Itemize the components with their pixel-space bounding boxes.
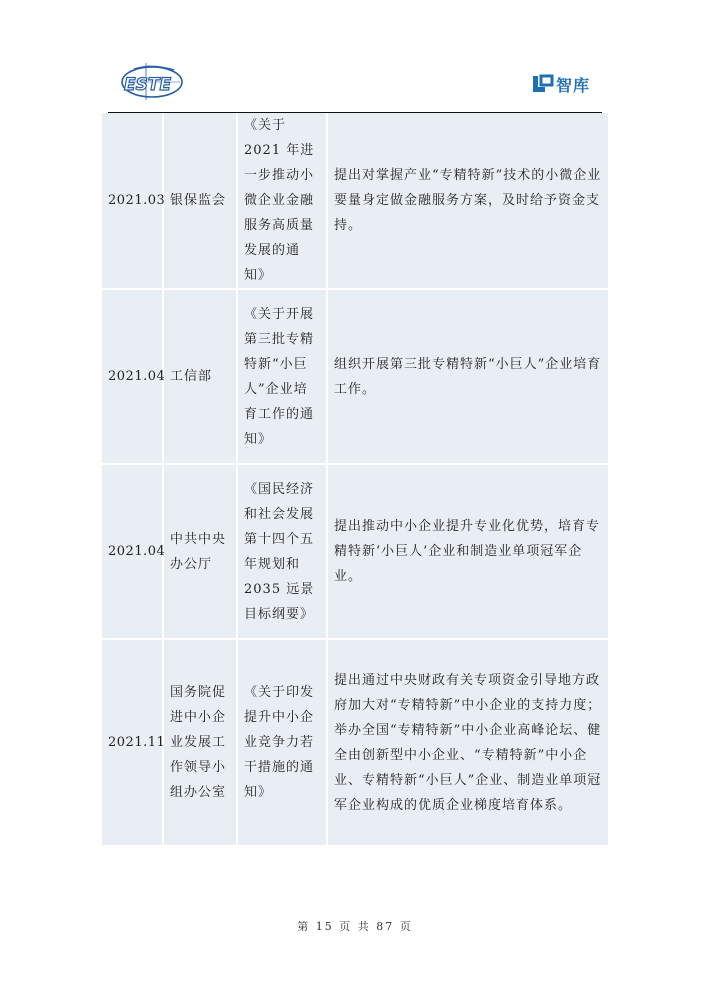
document-cell: 《国民经济和社会发展第十四个五年规划和 2035 远景目标纲要》 [238, 465, 328, 640]
description-cell: 提出对掌握产业“专精特新”技术的小微企业要量身定做金融服务方案，及时给予资金支持。 [328, 113, 608, 290]
table-row [102, 113, 608, 290]
table-row [102, 465, 608, 640]
zhiku-logo [532, 72, 590, 96]
policy-table [102, 113, 608, 847]
document-cell: 《关于印发提升中小企业竞争力若干措施的通知》 [238, 640, 328, 847]
zhiku-mark-icon [532, 73, 554, 95]
zhiku-logo-text: 智库 [556, 75, 591, 95]
org-cell: 银保监会 [164, 113, 238, 290]
page-header [0, 0, 710, 115]
org-cell: 中共中央办公厅 [164, 465, 238, 640]
este-logo [116, 60, 186, 104]
document-cell: 《关于 2021 年进一步推动小微企业金融服务高质量发展的通知》 [238, 113, 328, 290]
table-row [102, 640, 608, 847]
document-cell: 《关于开展第三批专精特新“小巨人”企业培育工作的通知》 [238, 290, 328, 465]
page-number: 第 15 页 共 87 页 [297, 920, 413, 933]
date-cell: 2021.11 [102, 640, 164, 847]
date-cell: 2021.04 [102, 465, 164, 640]
table-row [102, 290, 608, 465]
description-cell: 组织开展第三批专精特新“小巨人”企业培育工作。 [328, 290, 608, 465]
description-cell: 提出通过中央财政有关专项资金引导地方政府加大对“专精特新”中小企业的支持力度；举办全国“专精特新”中小企业高峰论坛、健全由创新型中小企业、“专精特新”中小企业、专精特新“小巨人”企业、制造业单项冠军企业构成的优质企业梯度培育体系。 [328, 640, 608, 847]
description-cell: 提出推动中小企业提升专业化优势，培育专精特新‘小巨人’企业和制造业单项冠军企业。 [328, 465, 608, 640]
date-cell: 2021.03 [102, 113, 164, 290]
este-logo-text: ESTE [124, 75, 172, 95]
date-cell: 2021.04 [102, 290, 164, 465]
org-cell: 工信部 [164, 290, 238, 465]
org-cell: 国务院促进中小企业发展工作领导小组办公室 [164, 640, 238, 847]
